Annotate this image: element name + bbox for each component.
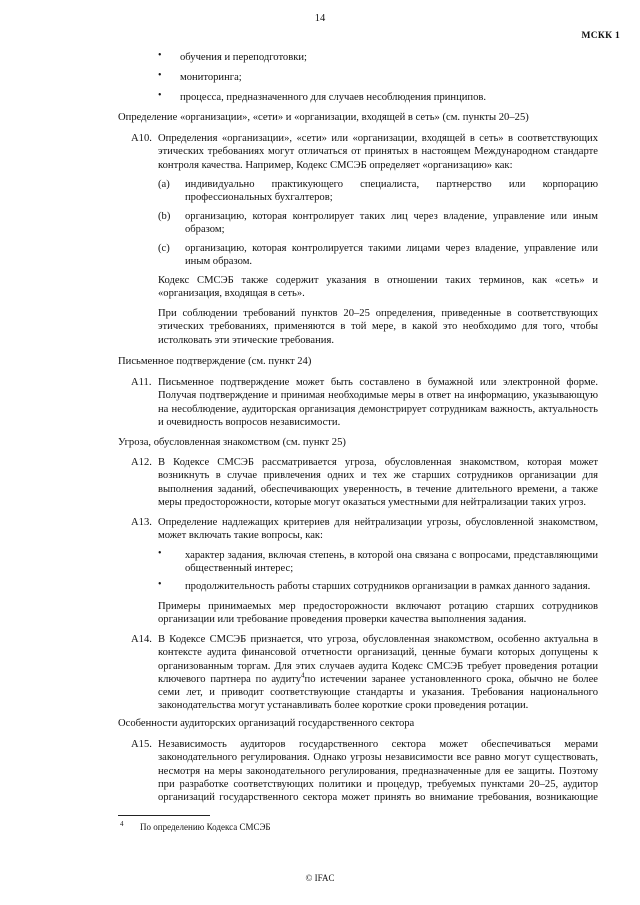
section-heading-familiarity: Угроза, обусловленная знакомством (см. пункт 25) xyxy=(118,437,346,448)
item-label: (b) xyxy=(158,211,171,222)
item-label: (а) xyxy=(158,179,170,190)
paragraph-number: A12. xyxy=(131,457,152,468)
document-code: МСКК 1 xyxy=(581,31,620,41)
section-heading-public-sector: Особенности аудиторских организаций государственного сектора xyxy=(118,718,415,729)
bullet-marker: • xyxy=(158,90,162,101)
list-item: продолжительность работы старших сотрудников организации в рамках данного задания. xyxy=(185,581,591,592)
section-heading-organization: Определение «организации», «сети» и «организации, входящей в сеть» (см. пункты 20–25) xyxy=(118,112,529,123)
paragraph-body: Кодекс СМСЭБ также содержит указания в отношении таких терминов, как «сеть» и «организация, входящая в сеть». xyxy=(158,275,598,300)
bullet-marker: • xyxy=(158,548,162,559)
paragraph-a14-part-1: В Кодексе СМСЭБ признается, что угроза, обусловленная знакомством, особенно актуальна в контексте аудита финансовой отчетности организаций, ценные бумаги которых допущены к организованным торгам. Для этих случаев аудита Кодекс СМСЭБ требует проведения ротации ключевого партнера по аудиту xyxy=(158,634,598,685)
footnote-reference[interactable]: 4 xyxy=(301,671,305,680)
copyright-footer: © IFAC xyxy=(305,873,335,883)
paragraph-a15: Независимость аудиторов государственного сектора может обеспечиваться мерами законодательного регулирования. Однако угрозы независимости все равно могут существовать, несмотря на меры законодательного регулирования, предназначенные для ее защиты. Поэтому при разработке соответствующих политики и процедур, требуемых пунктами 20–25, аудитор организаций государственного сектора может принять во внимание требования, возникающие xyxy=(158,739,598,804)
definition-item: организацию, которая контролирует таких лиц через владение, управление или иным образом; xyxy=(185,211,598,236)
bullet-marker: • xyxy=(158,50,162,61)
paragraph-number: A11. xyxy=(131,377,152,388)
paragraph-body: Примеры принимаемых мер предосторожности включают ротацию старших сотрудников организации или требование проведения проверки качества выполнения задания. xyxy=(158,601,598,626)
list-item: процесса, предназначенного для случаев несоблюдения принципов. xyxy=(180,92,487,103)
paragraph-body: При соблюдении требований пунктов 20–25 определения, приведенные в соответствующих этических требованиях, применяются в той мере, в какой это необходимо для того, чтобы истолковать эти этические требования. xyxy=(158,308,598,346)
bullet-marker: • xyxy=(158,70,162,81)
definition-item: индивидуально практикующего специалиста, партнерство или корпорацию профессиональных бухгалтеров; xyxy=(185,179,598,204)
footnote-number: 4 xyxy=(120,820,124,828)
paragraph-a13: Определение надлежащих критериев для нейтрализации угрозы, обусловленной знакомством, может включать такие вопросы, как: xyxy=(158,517,598,542)
paragraph-a12: В Кодексе СМСЭБ рассматривается угроза, обусловленная знакомством, которая может возникнуть в случае привлечения одних и тех же старших сотрудников организации для выполнения заданий, обеспечивающих уверенность, в течение длительного времени, а также меры предосторожности, которые могут оказаться уместными для нейтрализации таких угроз. xyxy=(158,457,598,508)
paragraph-a14 xyxy=(158,633,598,713)
page-number: 14 xyxy=(314,13,326,24)
paragraph-number: A15. xyxy=(131,739,152,750)
list-item: характер задания, включая степень, в которой она связана с вопросами, представляющими общественный интерес; xyxy=(185,550,598,575)
paragraph-a11: Письменное подтверждение может быть составлено в бумажной или электронной форме. Получая подтверждение и принимая необходимые меры в ответ на информацию, указывающую на несоблюдение, аудиторская организация демонстрирует сотрудникам важность, актуальность и очевидность вопросов независимости. xyxy=(158,377,598,428)
bullet-marker: • xyxy=(158,579,162,590)
item-label: (c) xyxy=(158,243,170,254)
section-heading-written-confirmation: Письменное подтверждение (см. пункт 24) xyxy=(118,356,312,367)
paragraph-a14-part-2: по истечении заранее установленного срока, обычно не более семи лет, и приводит соответствующие стандарты и указания. Требования национального законодательства могут устанавливать более короткие сроки проведения ротации. xyxy=(158,673,598,712)
definition-item: организацию, которая контролируется такими лицами через владение, управление или иным образом. xyxy=(185,243,598,268)
footnote-text: По определению Кодекса СМСЭБ xyxy=(140,822,271,832)
paragraph-number: A14. xyxy=(131,634,152,645)
paragraph-number: A10. xyxy=(131,133,152,144)
paragraph-a10: Определения «организации», «сети» или «организации, входящей в сеть» в соответствующих этических требованиях могут отличаться от принятых в настоящем Международном стандарте контроля качества. Например, Кодекс СМСЭБ определяет «организацию» как: xyxy=(158,133,598,171)
paragraph-number: A13. xyxy=(131,517,152,528)
list-item: обучения и переподготовки; xyxy=(180,52,307,63)
list-item: мониторинга; xyxy=(180,72,242,83)
footnote-divider xyxy=(118,815,210,816)
